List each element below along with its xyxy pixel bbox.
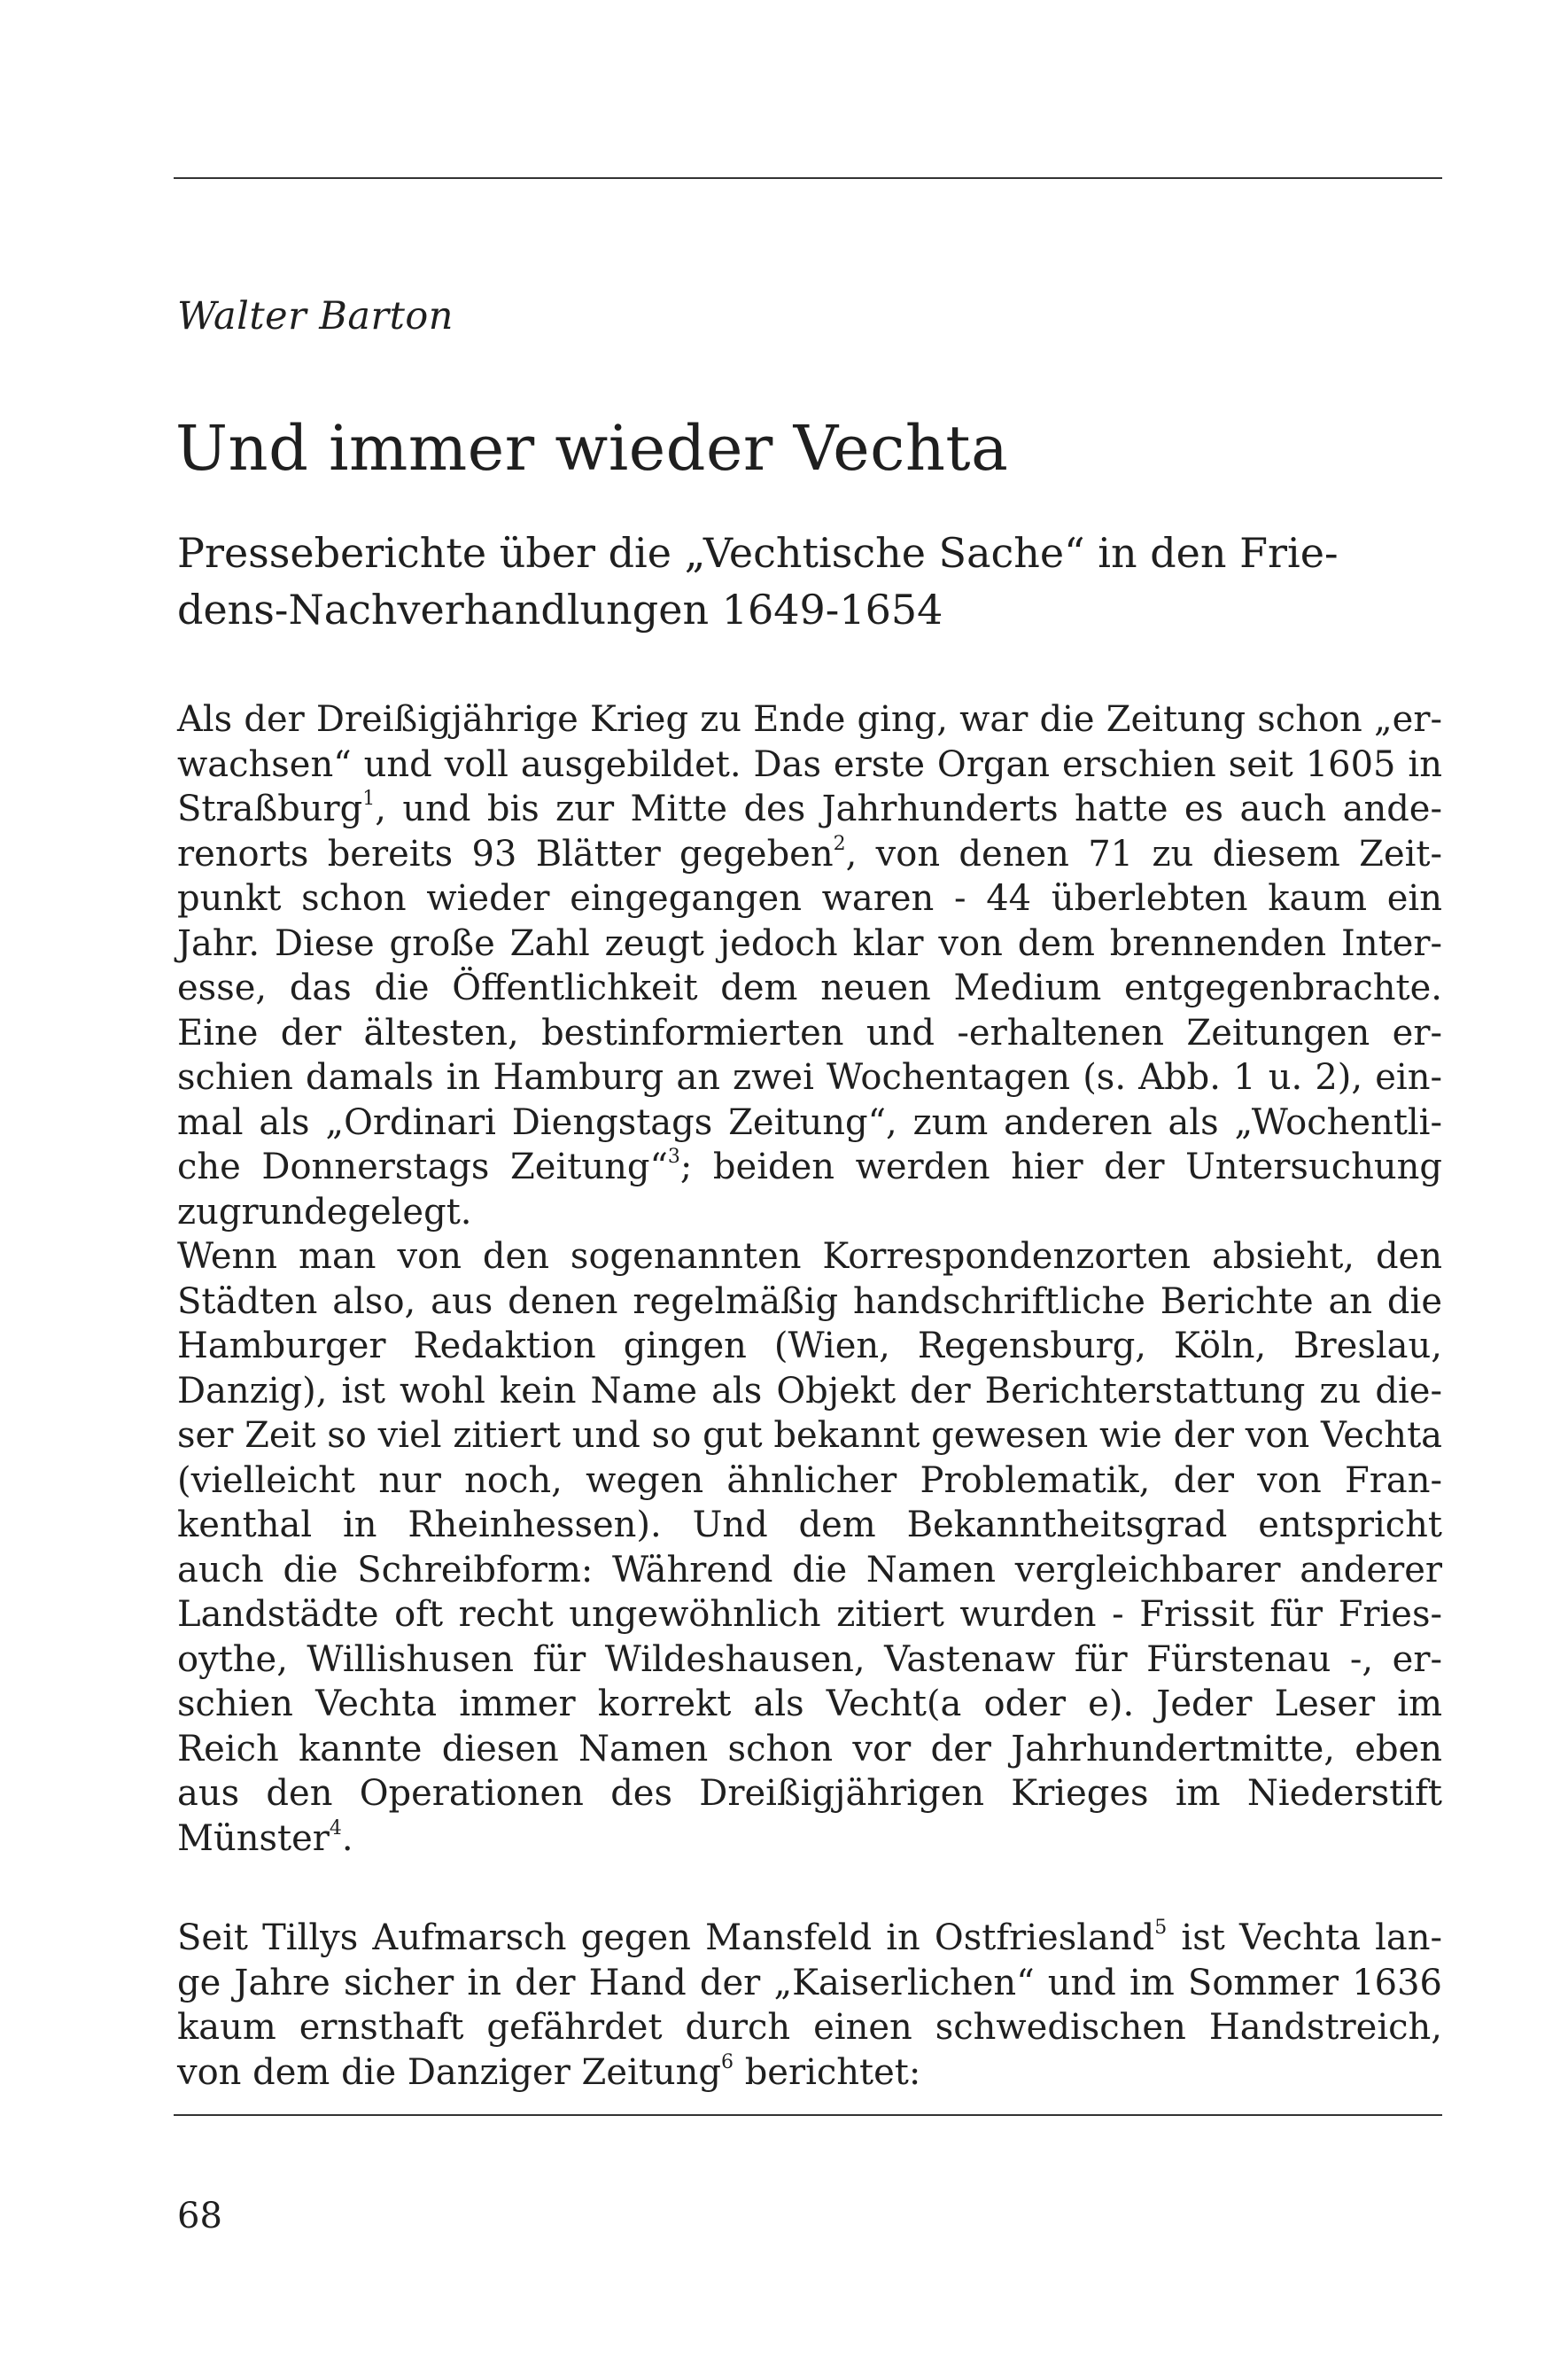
text-line: [177, 1324, 1442, 1369]
text-line: [177, 876, 1442, 922]
text-line: [177, 1771, 1442, 1816]
line-text: esse, das die Öffentlichkeit dem neuen Medium entgegenbrachte.: [177, 968, 1442, 1008]
body-paragraph-2: [177, 1916, 1442, 2095]
text-line: [177, 2050, 1442, 2096]
line-text: Landstädte oft recht ungewöhnlich zitiert wurden - Frissit für Fries-: [177, 1594, 1442, 1635]
line-text: Wenn man von den sogenannten Korrespondenzorten absieht, den: [177, 1236, 1442, 1277]
footnote-marker: 3: [667, 1146, 680, 1168]
subtitle-line: Presseberichte über die „Vechtische Sache“ in den Frie-: [177, 529, 1339, 577]
line-text: auch die Schreibform: Während die Namen vergleichbarer anderer: [177, 1549, 1442, 1591]
text-line: [177, 1548, 1442, 1593]
text-line: [177, 1916, 1442, 1961]
line-text: Als der Dreißigjährige Krieg zu Ende ging, war die Zeitung schon „er-: [177, 699, 1442, 740]
line-text: ge Jahre sicher in der Hand der „Kaiserlichen“ und im Sommer 1636: [177, 1962, 1442, 2003]
line-text: Seit Tillys Aufmarsch gegen Mansfeld in Ostfriesland: [177, 1917, 1155, 1958]
line-text: schien damals in Hamburg an zwei Wochentagen (s. Abb. 1 u. 2), ein-: [177, 1057, 1442, 1098]
line-text: punkt schon wieder eingegangen waren - 44 überlebten kaum ein: [177, 878, 1442, 919]
line-text: zugrundegelegt.: [177, 1191, 472, 1233]
text-line: [177, 1234, 1442, 1279]
text-line: [177, 1961, 1442, 2006]
bottom-rule: [174, 2114, 1442, 2116]
line-text: wachsen“ und voll ausgebildet. Das erste Organ erschien seit 1605 in: [177, 743, 1442, 785]
article-subtitle: [177, 525, 1442, 638]
text-line: [177, 1279, 1442, 1325]
text-line: [177, 1637, 1442, 1683]
text-line: [177, 1816, 1442, 1862]
text-line: [177, 1055, 1442, 1101]
line-text: Eine der ältesten, bestinformierten und -erhaltenen Zeitungen er-: [177, 1012, 1442, 1054]
line-text-continued: ; beiden werden hier der Untersuchung: [679, 1147, 1442, 1187]
top-rule: [174, 177, 1442, 179]
text-line: [177, 1190, 1442, 1235]
text-line: [177, 1458, 1442, 1504]
text-line: [177, 1682, 1442, 1727]
line-text: aus den Operationen des Dreißigjährigen Krieges im Niederstift: [177, 1773, 1442, 1814]
footnote-marker: 2: [833, 832, 846, 855]
line-text-continued: ist Vechta lan-: [1167, 1917, 1442, 1958]
line-text: oythe, Willishusen für Wildeshausen, Vastenaw für Fürstenau -, er-: [177, 1638, 1442, 1680]
line-text-continued: , und bis zur Mitte des Jahrhunderts hatte es auch ande-: [375, 789, 1442, 829]
footnote-marker: 4: [329, 1816, 342, 1839]
subtitle-line: dens-Nachverhandlungen 1649-1654: [177, 586, 943, 634]
text-line: [177, 1727, 1442, 1772]
line-text: kaum ernsthaft gefährdet durch einen schwedischen Handstreich,: [177, 2007, 1442, 2048]
footnote-marker: 1: [362, 788, 376, 810]
line-text: mal als „Ordinari Diengstags Zeitung“, zum anderen als „Wochentli-: [177, 1101, 1442, 1143]
text-line: [177, 743, 1442, 788]
text-line: [177, 1413, 1442, 1458]
text-line: [177, 1011, 1442, 1056]
line-text: Danzig), ist wohl kein Name als Objekt der Berichterstattung zu die-: [177, 1370, 1442, 1412]
line-text: Hamburger Redaktion gingen (Wien, Regensburg, Köln, Breslau,: [177, 1326, 1442, 1366]
text-line: [177, 1592, 1442, 1637]
line-text: kenthal in Rheinhessen). Und dem Bekanntheitsgrad entspricht: [177, 1505, 1442, 1545]
page-number: 68: [177, 2196, 222, 2236]
text-line: [177, 966, 1442, 1011]
line-text: (vielleicht nur noch, wegen ähnlicher Problematik, der von Fran-: [177, 1459, 1442, 1501]
line-text: Städten also, aus denen regelmäßig handschriftliche Berichte an die: [177, 1280, 1442, 1322]
line-text: von dem die Danziger Zeitung: [177, 2051, 721, 2093]
text-line: [177, 2005, 1442, 2050]
line-text: Reich kannte diesen Namen schon vor der Jahrhundertmitte, eben: [177, 1728, 1442, 1769]
line-text-continued: .: [341, 1817, 353, 1859]
text-line: [177, 1145, 1442, 1190]
text-line: [177, 1369, 1442, 1414]
line-text: Münster: [177, 1817, 330, 1859]
line-text: Jahr. Diese große Zahl zeugt jedoch klar von dem brennenden Inter-: [177, 922, 1442, 964]
footnote-marker: 6: [720, 2050, 734, 2073]
line-text-continued: berichtet:: [733, 2051, 921, 2093]
text-line: [177, 922, 1442, 967]
text-line: [177, 1101, 1442, 1146]
line-text: renorts bereits 93 Blätter gegeben: [177, 833, 834, 875]
author-name: Walter Barton: [177, 294, 454, 338]
text-line: [177, 787, 1442, 832]
text-line: [177, 697, 1442, 743]
line-text: Straßburg: [177, 789, 363, 829]
line-text: schien Vechta immer korrekt als Vecht(a oder e). Jeder Leser im: [177, 1684, 1442, 1724]
line-text: che Donnerstags Zeitung“: [177, 1147, 668, 1187]
text-line: [177, 1503, 1442, 1548]
footnote-marker: 5: [1154, 1917, 1168, 1939]
article-title: Und immer wieder Vechta: [175, 412, 1009, 485]
line-text: ser Zeit so viel zitiert und so gut bekannt gewesen wie der von Vechta: [177, 1415, 1442, 1456]
body-paragraph-1: [177, 697, 1442, 1861]
text-line: [177, 832, 1442, 877]
line-text-continued: , von denen 71 zu diesem Zeit-: [845, 833, 1442, 875]
